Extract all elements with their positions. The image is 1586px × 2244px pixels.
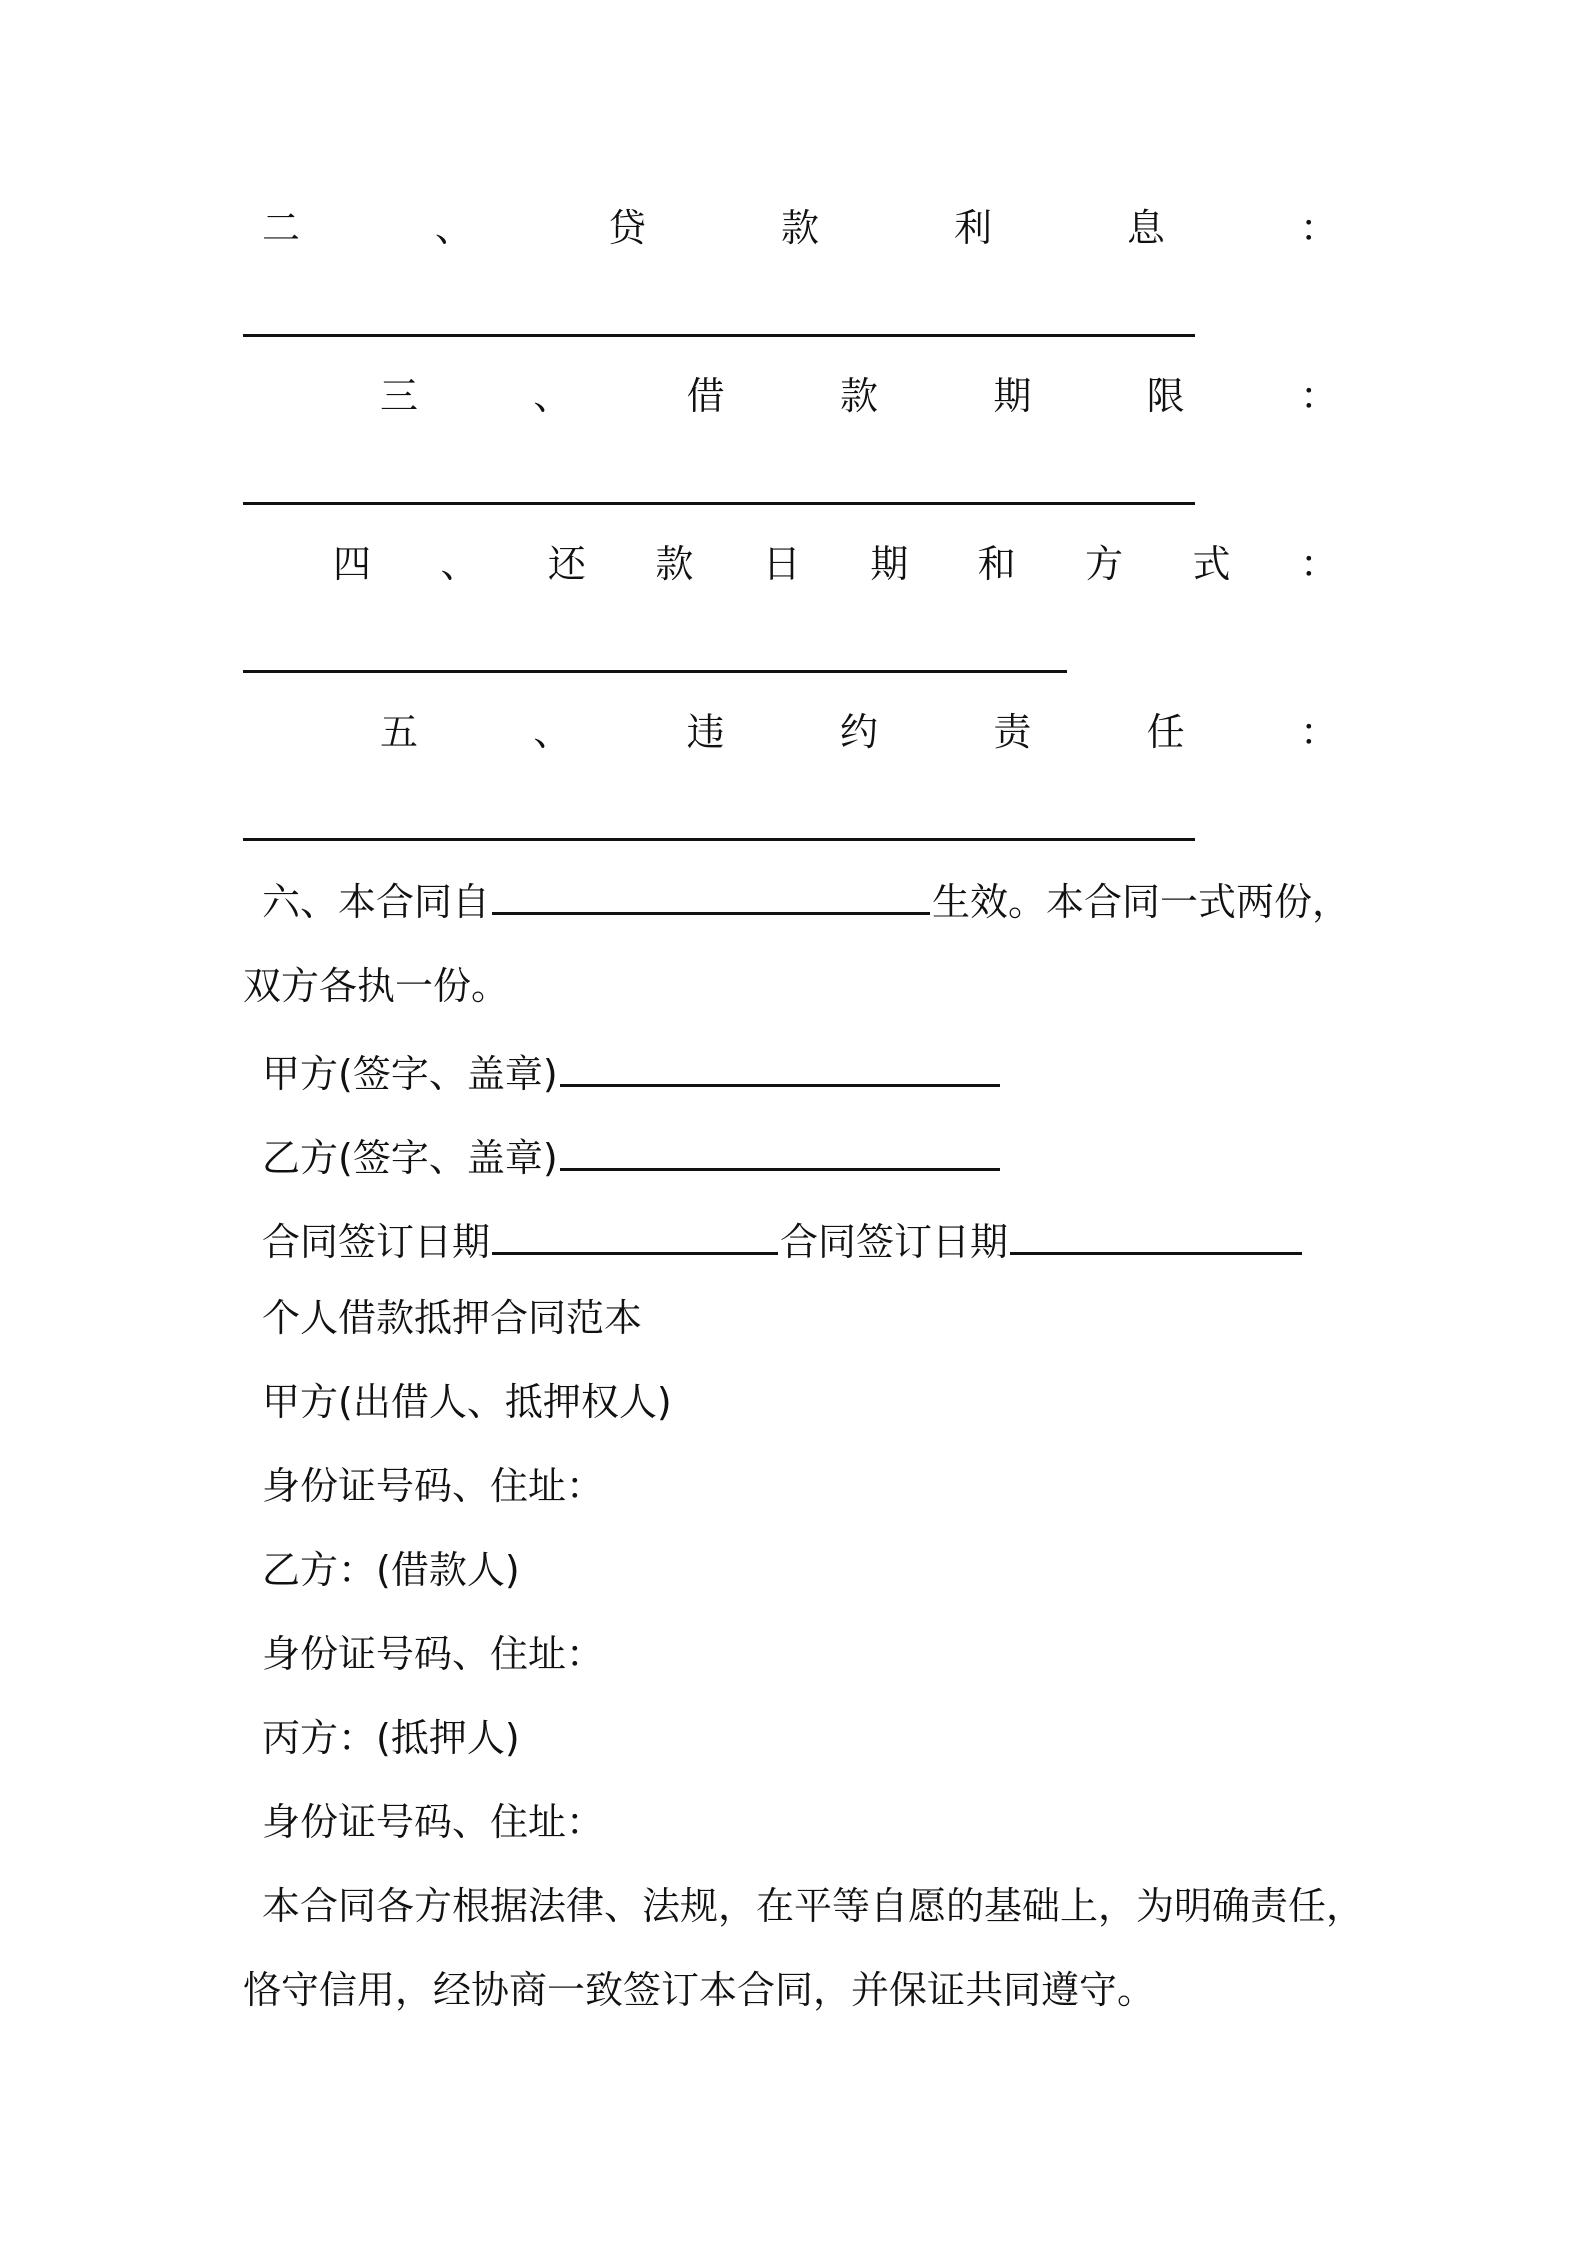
heading-char: 息 xyxy=(1126,206,1165,250)
clause-6-suffix: 生效。本合同一式两份， xyxy=(932,880,1351,924)
template-party-c: 丙方：(抵押人) xyxy=(262,1716,520,1760)
effective-date-blank[interactable] xyxy=(492,876,930,915)
signing-date-label-2: 合同签订日期 xyxy=(780,1220,1009,1264)
party-a-signature-label: 甲方(签字、盖章) xyxy=(262,1052,558,1096)
clause-6-prefix: 六、本合同自 xyxy=(262,880,491,924)
template-preamble-line-2: 恪守信用，经协商一致签订本合同，并保证共同遵守。 xyxy=(243,1968,1156,2012)
heading-char: 、 xyxy=(533,374,572,418)
heading-repayment xyxy=(333,540,1338,588)
signing-date-line xyxy=(262,1216,1304,1266)
heading-char: 日 xyxy=(762,542,801,586)
clause-6-line xyxy=(262,876,1350,926)
party-b-signature-blank[interactable] xyxy=(560,1132,1000,1171)
heading-char: 还 xyxy=(547,542,586,586)
heading-char: 款 xyxy=(839,374,878,418)
heading-char: 期 xyxy=(870,542,909,586)
heading-char: 利 xyxy=(953,206,992,250)
heading-char: 责 xyxy=(993,710,1032,754)
template-party-b-id: 身份证号码、住址： xyxy=(262,1632,605,1676)
heading-char: ： xyxy=(1299,710,1338,754)
party-a-signature-blank[interactable] xyxy=(560,1048,1000,1087)
heading-char: 四 xyxy=(333,542,372,586)
heading-char: 款 xyxy=(780,206,819,250)
clause-6-continuation: 双方各执一份。 xyxy=(243,964,510,1008)
template-party-a: 甲方(出借人、抵押权人) xyxy=(262,1380,672,1424)
heading-char: 借 xyxy=(686,374,725,418)
heading-char: ： xyxy=(1299,206,1338,250)
party-b-signature-line xyxy=(262,1132,1002,1182)
heading-char: 二 xyxy=(262,206,301,250)
heading-char: 、 xyxy=(440,542,479,586)
heading-char: 期 xyxy=(993,374,1032,418)
blank-line-repayment[interactable] xyxy=(243,670,1067,673)
heading-char: 五 xyxy=(380,710,419,754)
blank-line-breach[interactable] xyxy=(243,838,1195,841)
heading-char: 式 xyxy=(1192,542,1231,586)
heading-char: 和 xyxy=(977,542,1016,586)
template-title: 个人借款抵押合同范本 xyxy=(262,1296,643,1340)
heading-char: ： xyxy=(1299,542,1338,586)
heading-char: 约 xyxy=(839,710,878,754)
template-preamble-line-1: 本合同各方根据法律、法规，在平等自愿的基础上，为明确责任， xyxy=(262,1884,1365,1928)
heading-char: 款 xyxy=(655,542,694,586)
party-b-signature-label: 乙方(签字、盖章) xyxy=(262,1136,558,1180)
signing-date-label-1: 合同签订日期 xyxy=(262,1220,491,1264)
template-party-a-id: 身份证号码、住址： xyxy=(262,1464,605,1508)
template-party-c-id: 身份证号码、住址： xyxy=(262,1800,605,1844)
heading-char: 、 xyxy=(533,710,572,754)
signing-date-blank-2[interactable] xyxy=(1010,1216,1302,1255)
blank-line-term[interactable] xyxy=(243,502,1195,505)
heading-loan-interest xyxy=(262,204,1338,252)
party-a-signature-line xyxy=(262,1048,1002,1098)
heading-char: 、 xyxy=(434,206,473,250)
signing-date-blank-1[interactable] xyxy=(492,1216,778,1255)
heading-char: 违 xyxy=(686,710,725,754)
heading-loan-term xyxy=(380,372,1338,420)
heading-breach-liability xyxy=(380,708,1338,756)
heading-char: 三 xyxy=(380,374,419,418)
heading-char: ： xyxy=(1299,374,1338,418)
heading-char: 任 xyxy=(1146,710,1185,754)
template-party-b: 乙方：(借款人) xyxy=(262,1548,520,1592)
heading-char: 方 xyxy=(1085,542,1124,586)
blank-line-interest[interactable] xyxy=(243,334,1195,337)
heading-char: 贷 xyxy=(607,206,646,250)
heading-char: 限 xyxy=(1146,374,1185,418)
